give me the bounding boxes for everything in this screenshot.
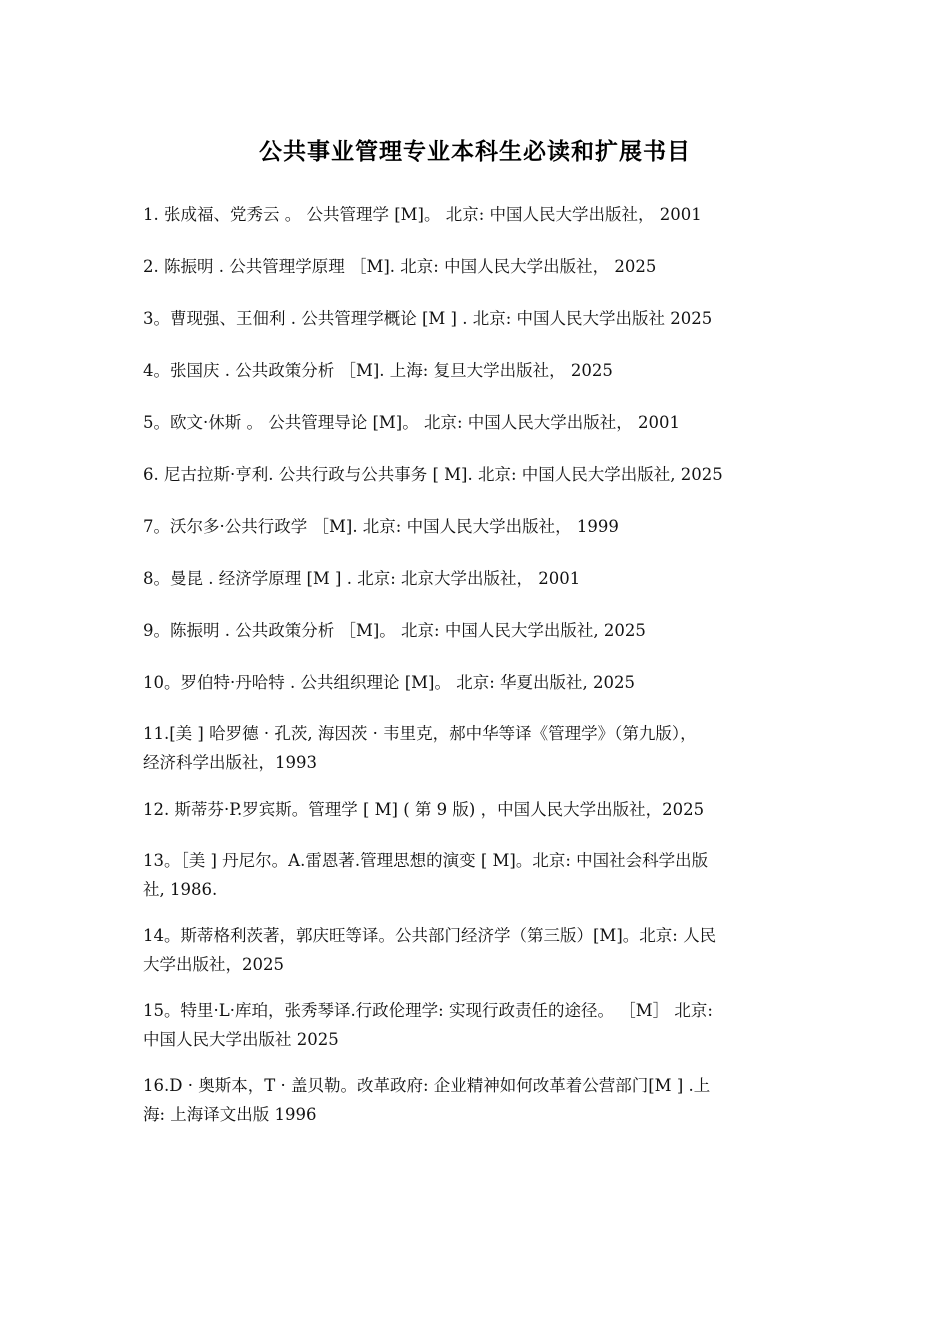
list-item [143, 357, 808, 384]
list-item-text: 4。张国庆 . 公共政策分析 ［M]. 上海: 复旦大学出版社， 2025 [143, 361, 613, 380]
list-item [143, 565, 808, 592]
list-item [143, 923, 808, 977]
list-item [143, 669, 808, 696]
list-item [143, 617, 808, 644]
list-item [143, 848, 808, 902]
list-item-text: 15。特里·L·库珀，张秀琴译.行政伦理学: 实现行政责任的途径。 ［M］ 北京: [143, 1001, 713, 1020]
list-item-text: 14。斯蒂格利茨著，郭庆旺等译。公共部门经济学（第三版）[M]。北京: 人民 [143, 926, 717, 945]
list-item [143, 1073, 808, 1127]
list-item [143, 305, 808, 332]
list-item-text-continued: 大学出版社，2025 [143, 955, 284, 974]
list-item-text-continued: 社, 1986. [143, 880, 218, 899]
list-item-text: 2. 陈振明 . 公共管理学原理 ［M]. 北京: 中国人民大学出版社， 2025 [143, 257, 657, 276]
list-item-text: 5。欧文·休斯 。 公共管理导论 [M]。 北京: 中国人民大学出版社， 2001 [143, 413, 681, 432]
list-item-text: 16.D · 奥斯本，T · 盖贝勒。改革政府: 企业精神如何改革着公营部门[M ] .上 [143, 1076, 711, 1095]
list-item-text: 13。［美 ] 丹尼尔。A.雷恩著.管理思想的演变 [ M]。北京: 中国社会科学出版 [143, 851, 709, 870]
list-item-text: 1. 张成福、党秀云 。 公共管理学 [M]。 北京: 中国人民大学出版社， 2001 [143, 205, 702, 224]
document-title: 公共事业管理专业本科生必读和扩展书目 [259, 138, 691, 165]
list-item [143, 721, 808, 775]
list-item-text: 8。曼昆 . 经济学原理 [M ] . 北京: 北京大学出版社， 2001 [143, 569, 581, 588]
list-item-text-continued: 中国人民大学出版社 2025 [143, 1030, 339, 1049]
list-item-text: 7。沃尔多·公共行政学 ［M]. 北京: 中国人民大学出版社， 1999 [143, 517, 619, 536]
list-item [143, 201, 808, 228]
list-item-text: 6. 尼古拉斯·亨利. 公共行政与公共事务 [ M]. 北京: 中国人民大学出版社, 2025 [143, 465, 723, 484]
list-item [143, 998, 808, 1052]
list-item [143, 513, 808, 540]
list-item-text: 12. 斯蒂芬·P.罗宾斯。管理学 [ M] ( 第 9 版) ，中国人民大学出版社，2025 [143, 800, 705, 819]
list-item-text: 11.[美 ] 哈罗德 · 孔茨, 海因茨 · 韦里克，郝中华等译《管理学》（第九版）， [143, 724, 697, 743]
list-item [143, 409, 808, 436]
list-item [143, 461, 808, 488]
list-item-text: 3。曹现强、王佃利 . 公共管理学概论 [M ] . 北京: 中国人民大学出版社 2025 [143, 309, 713, 328]
list-item-text: 9。陈振明 . 公共政策分析 ［M]。 北京: 中国人民大学出版社, 2025 [143, 621, 646, 640]
list-item [143, 796, 808, 823]
reading-list [143, 201, 808, 1148]
list-item-text: 10。罗伯特·丹哈特 . 公共组织理论 [M]。 北京: 华夏出版社, 2025 [143, 673, 636, 692]
list-item-text-continued: 海: 上海译文出版 1996 [143, 1105, 317, 1124]
list-item-text-continued: 经济科学出版社，1993 [143, 753, 317, 772]
list-item [143, 253, 808, 280]
